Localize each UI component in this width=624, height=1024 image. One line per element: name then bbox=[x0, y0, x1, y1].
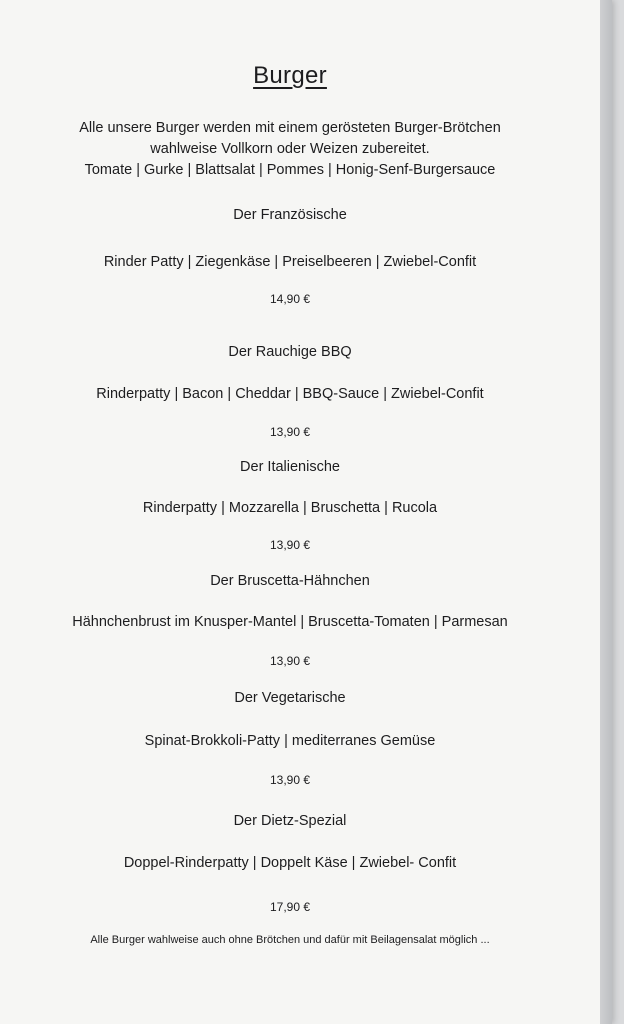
dish-price: 17,90 € bbox=[269, 900, 311, 914]
dish-name: Der Bruscetta-Hähnchen bbox=[210, 573, 370, 589]
dish-price: 13,90 € bbox=[269, 654, 311, 668]
dish-name: Der Dietz-Spezial bbox=[233, 813, 347, 829]
dish-price: 13,90 € bbox=[269, 425, 311, 439]
menu-title: Burger bbox=[253, 62, 327, 89]
intro-line: Tomate | Gurke | Blattsalat | Pommes | Honig-Senf-Burgersauce bbox=[84, 162, 496, 178]
intro-text bbox=[0, 118, 580, 181]
intro-line: wahlweise Vollkorn oder Weizen zubereitet. bbox=[150, 141, 430, 157]
dish-description: Rinderpatty | Bacon | Cheddar | BBQ-Sauce | Zwiebel-Confit bbox=[96, 386, 484, 402]
footnote: Alle Burger wahlweise auch ohne Brötchen und dafür mit Beilagensalat möglich ... bbox=[90, 934, 490, 946]
dish-description: Rinderpatty | Mozzarella | Bruschetta | Rucola bbox=[142, 500, 438, 516]
dish-description: Rinder Patty | Ziegenkäse | Preiselbeeren | Zwiebel-Confit bbox=[103, 254, 477, 270]
dish-name: Der Rauchige BBQ bbox=[228, 344, 352, 360]
intro-line: Alle unsere Burger werden mit einem gerösteten Burger-Brötchen bbox=[79, 120, 501, 136]
dish-price: 14,90 € bbox=[269, 292, 311, 306]
dish-description: Doppel-Rinderpatty | Doppelt Käse | Zwiebel- Confit bbox=[123, 855, 457, 871]
dish-name: Der Vegetarische bbox=[234, 690, 346, 706]
dish-description: Hähnchenbrust im Knusper-Mantel | Bruscetta-Tomaten | Parmesan bbox=[72, 614, 508, 630]
dish-name: Der Französische bbox=[233, 207, 347, 223]
dish-description: Spinat-Brokkoli-Patty | mediterranes Gemüse bbox=[144, 733, 436, 749]
dish-price: 13,90 € bbox=[269, 773, 311, 787]
dish-price: 13,90 € bbox=[269, 538, 311, 552]
page-edge bbox=[600, 0, 612, 1024]
dish-name: Der Italienische bbox=[240, 459, 340, 475]
